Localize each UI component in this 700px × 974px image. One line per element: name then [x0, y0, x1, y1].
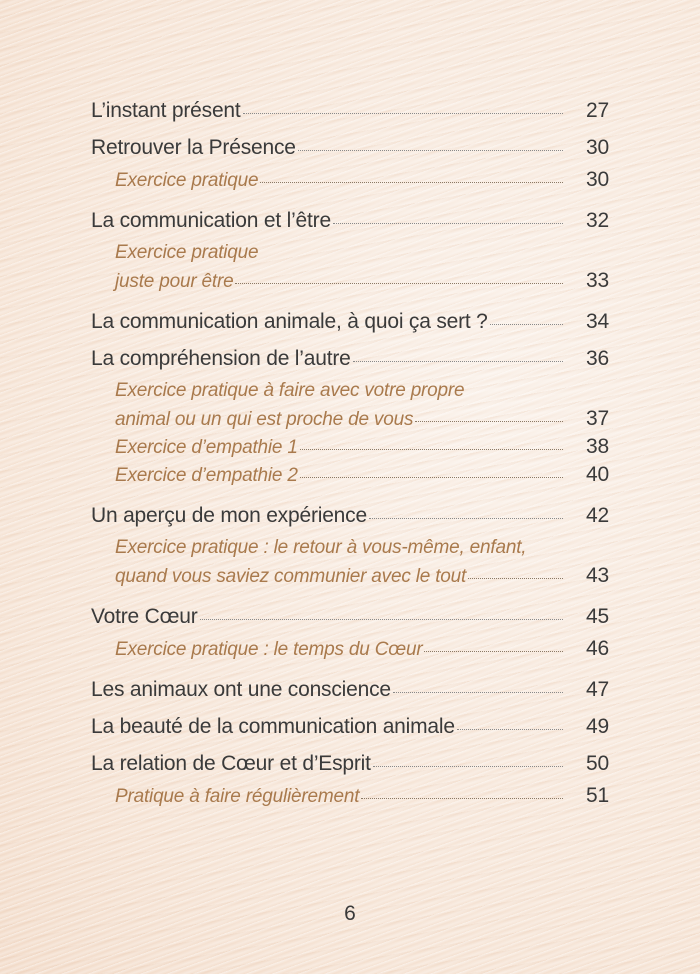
toc-entry-page: 51: [586, 784, 609, 807]
dot-leader: [353, 360, 563, 362]
toc-entry-title: Retrouver la Présence: [91, 136, 296, 159]
toc-entry-page: 38: [586, 435, 609, 458]
toc-entry-page: 46: [586, 637, 609, 660]
toc-subentry-line1[interactable]: [91, 534, 609, 562]
toc-subentry[interactable]: [91, 635, 609, 663]
dot-leader: [260, 181, 563, 183]
toc-subentry[interactable]: [91, 782, 609, 810]
toc-entry-title: Exercice pratique : le retour à vous-même, enfant,: [115, 537, 527, 558]
toc-entry[interactable]: [91, 497, 609, 534]
dot-leader: [468, 577, 563, 579]
toc-subentry[interactable]: [91, 405, 609, 433]
toc-entry[interactable]: [91, 202, 609, 239]
toc-entry-title: Pratique à faire régulièrement: [115, 786, 360, 807]
toc-entry-page: 47: [586, 678, 609, 701]
toc-entry-title: Un aperçu de mon expérience: [91, 504, 367, 527]
page-number: 6: [344, 902, 356, 925]
toc-subentry[interactable]: [91, 562, 609, 590]
toc-entry-page: 49: [586, 715, 609, 738]
toc-entry-page: 50: [586, 752, 609, 775]
toc-entry[interactable]: [91, 340, 609, 377]
toc-entry-page: 40: [586, 463, 609, 486]
toc-entry-title: La beauté de la communication animale: [91, 715, 455, 738]
toc-entry-title: La communication et l’être: [91, 209, 331, 232]
toc-subentry-line1[interactable]: [91, 239, 609, 267]
toc-entry-title: Exercice d’empathie 2: [115, 465, 298, 486]
toc-entry[interactable]: [91, 129, 609, 166]
toc-entry-title: Exercice pratique: [115, 170, 259, 191]
dot-leader: [300, 476, 563, 478]
table-of-contents: [91, 92, 609, 810]
toc-entry[interactable]: [91, 598, 609, 635]
toc-entry-title: Exercice pratique: [115, 242, 259, 263]
toc-entry-title: Les animaux ont une conscience: [91, 678, 391, 701]
toc-subentry[interactable]: [91, 461, 609, 489]
dot-leader: [243, 112, 563, 114]
toc-entry-page: 27: [586, 99, 609, 122]
dot-leader: [298, 149, 563, 151]
toc-entry[interactable]: [91, 708, 609, 745]
toc-entry-title: quand vous saviez communier avec le tout: [115, 566, 467, 587]
toc-entry-page: 42: [586, 504, 609, 527]
toc-subentry[interactable]: [91, 166, 609, 194]
toc-entry-page: 36: [586, 347, 609, 370]
toc-entry-title: Exercice pratique à faire avec votre propre: [115, 380, 465, 401]
toc-entry-title: La communication animale, à quoi ça sert ?: [91, 310, 488, 333]
toc-entry-title: L’instant présent: [91, 99, 241, 122]
toc-entry-page: 37: [586, 407, 609, 430]
toc-entry-title: juste pour être: [115, 271, 234, 292]
dot-leader: [235, 282, 563, 284]
toc-entry[interactable]: [91, 92, 609, 129]
toc-subentry[interactable]: [91, 433, 609, 461]
toc-subentry[interactable]: [91, 267, 609, 295]
toc-entry-page: 30: [586, 136, 609, 159]
toc-entry-page: 34: [586, 310, 609, 333]
toc-entry-title: animal ou un qui est proche de vous: [115, 409, 414, 430]
toc-subentry-line1[interactable]: [91, 377, 609, 405]
dot-leader: [373, 765, 563, 767]
toc-entry-page: 43: [586, 564, 609, 587]
toc-entry-title: La relation de Cœur et d’Esprit: [91, 752, 371, 775]
dot-leader: [333, 222, 563, 224]
toc-entry-title: Exercice pratique : le temps du Cœur: [115, 639, 423, 660]
dot-leader: [424, 650, 563, 652]
toc-entry-page: 30: [586, 168, 609, 191]
toc-entry[interactable]: [91, 303, 609, 340]
toc-entry-title: Exercice d’empathie 1: [115, 437, 298, 458]
toc-entry-page: 33: [586, 269, 609, 292]
dot-leader: [300, 448, 563, 450]
dot-leader: [490, 323, 563, 325]
toc-entry-title: Votre Cœur: [91, 605, 198, 628]
dot-leader: [457, 728, 563, 730]
dot-leader: [200, 618, 563, 620]
toc-entry-title: La compréhension de l’autre: [91, 347, 351, 370]
toc-entry[interactable]: [91, 671, 609, 708]
toc-entry-page: 32: [586, 209, 609, 232]
dot-leader: [415, 420, 563, 422]
dot-leader: [369, 517, 563, 519]
toc-entry-page: 45: [586, 605, 609, 628]
dot-leader: [393, 691, 563, 693]
dot-leader: [361, 797, 563, 799]
toc-entry[interactable]: [91, 745, 609, 782]
